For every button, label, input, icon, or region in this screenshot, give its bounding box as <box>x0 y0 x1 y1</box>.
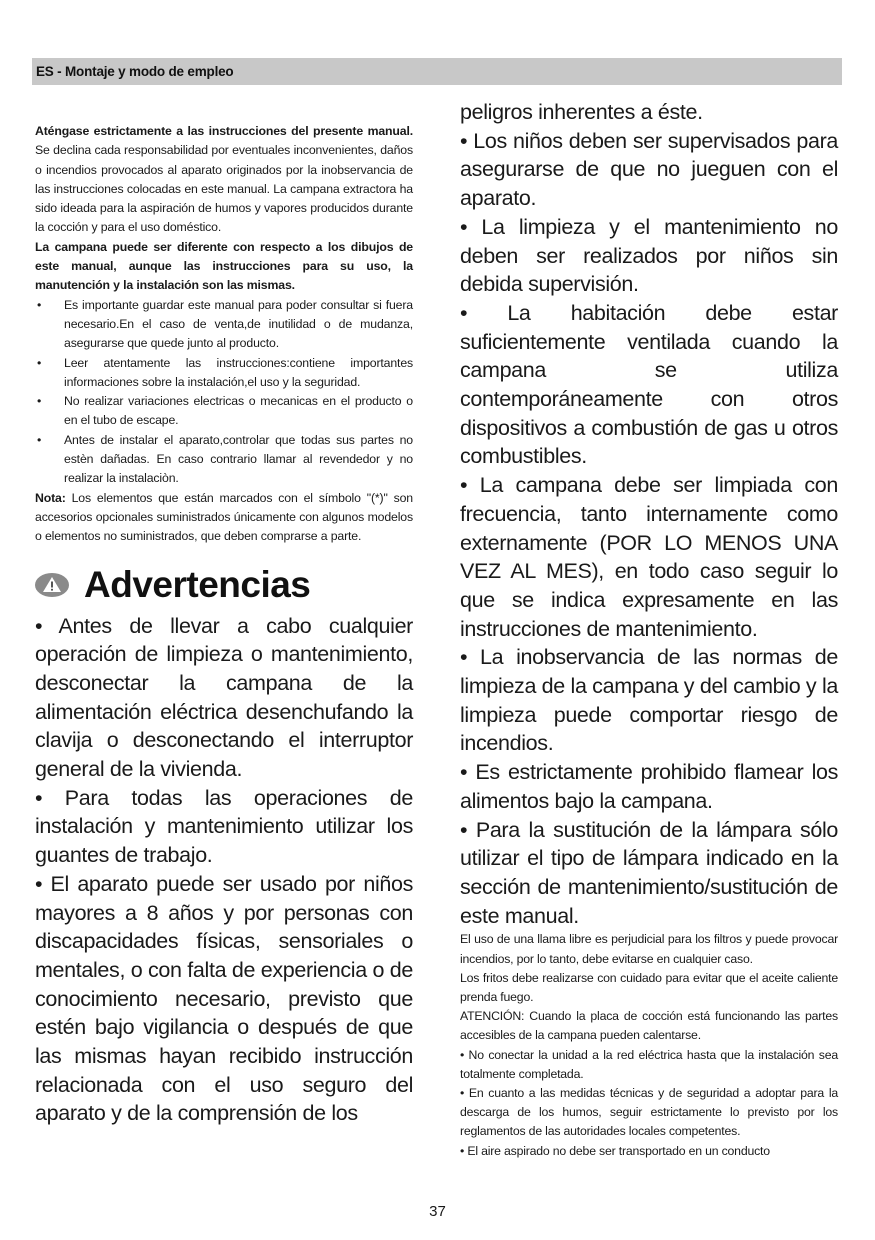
list-item <box>35 354 413 393</box>
warning-paragraph: • La habitación debe estar suficientemente ventilada cuando la campana se utiliza contemporáneamente con otros dispositivos a combustión de gas u otros combustibles. <box>460 300 838 469</box>
warning-paragraph: • Para la sustitución de la lámpara sólo utilizar el tipo de lámpara indicado en la sección de mantenimiento/sustitución de este manual. <box>460 817 838 928</box>
warnings-heading <box>35 560 413 610</box>
note-paragraph: ATENCIÓN: Cuando la placa de cocción está funcionando las partes accesibles de la campana pueden calentarse. <box>460 1009 838 1043</box>
note-paragraph: El uso de una llama libre es perjudicial para los filtros y puede provocar incendios, por lo tanto, debe evitarse en cualquier caso. <box>460 932 838 966</box>
nota-text: Los elementos que están marcados con el símbolo "(*)" son accesorios opcionales suministrados únicamente con algunos modelos o elementos no suministrados, que deben comprarse a parte. <box>35 490 413 544</box>
note-paragraph: Los fritos debe realizarse con cuidado para evitar que el aceite caliente prenda fuego. <box>460 970 838 1004</box>
list-item-text: Es importante guardar este manual para poder consultar si fuera necesario.En el caso de venta,de inutilidad o de mudanza, asegurarse que quede junto al producto. <box>64 297 413 351</box>
list-item-text: No realizar variaciones electricas o mecanicas en el producto o en el tubo de escape. <box>64 394 413 428</box>
note-paragraph: • El aire aspirado no debe ser transportado en un conducto <box>460 1143 770 1158</box>
list-item-text: Antes de instalar el aparato,controlar que todas sus partes no estèn dañadas. En caso contrario llamar al revendedor y no realizar la instalaciòn. <box>64 432 413 486</box>
intro-text: Se declina cada responsabilidad por eventuales inconvenientes, daños o incendios provocados al aparato originados por la inobservancia de las instrucciones colocadas en este manual. La campana extractora ha sido ideada para la aspiración de humos y vapores producidos durante la cocción y para el uso doméstico. <box>35 143 413 235</box>
warning-paragraph: • Es estrictamente prohibido flamear los alimentos bajo la campana. <box>460 760 838 813</box>
bullet-icon: • <box>37 355 42 370</box>
nota-label: Nota: <box>35 490 66 505</box>
note-paragraph: • En cuanto a las medidas técnicas y de seguridad a adoptar para la descarga de los humos, seguir estrictamente lo previsto por los reglamentos de las autoridades locales competentes. <box>460 1086 838 1139</box>
warning-paragraph: • Los niños deben ser supervisados para asegurarse de que no jueguen con el aparato. <box>460 128 838 211</box>
right-column <box>460 98 838 1161</box>
intro-bold: Aténgase estrictamente a las instrucciones del presente manual. <box>35 124 413 138</box>
warning-paragraph: • La campana debe ser limpiada con frecuencia, tanto internamente como externamente (POR LO MENOS UNA VEZ AL MES), en todo caso seguir lo que se indica expresamente en las instrucciones de mantenimiento. <box>460 473 838 641</box>
warning-paragraph: peligros inherentes a éste. <box>460 100 703 124</box>
notice-paragraph <box>35 238 413 296</box>
warning-paragraph: • Para todas las operaciones de instalación y mantenimiento utilizar los guantes de trabajo. <box>35 785 413 868</box>
section-header-bar <box>32 58 842 85</box>
bullet-icon: • <box>37 432 42 447</box>
warning-paragraph: • El aparato puede ser usado por niños mayores a 8 años y por personas con discapacidades físicas, sensoriales o mentales, o con falta de experiencia o de conocimiento necesario, previsto que estén bajo vigilancia o después de que las mismas hayan recibido instrucción relacionada con el uso seguro del aparato y de la comprensión de los <box>35 871 413 1126</box>
list-item <box>35 392 413 431</box>
list-item-text: Leer atentamente las instrucciones:contiene importantes informaciones sobre la instalación,el uso y la seguridad. <box>64 355 413 389</box>
bullet-icon: • <box>37 297 42 312</box>
warning-icon <box>34 572 70 598</box>
page-number: 37 <box>429 1203 446 1220</box>
warnings-title: Advertencias <box>84 563 311 605</box>
warning-paragraph: • La limpieza y el mantenimiento no deben ser realizados por niños sin debida supervisión. <box>460 214 838 297</box>
notice-bold: La campana puede ser diferente con respecto a los dibujos de este manual, aunque las instrucciones para su uso, la manutención y la instalación son las mismas. <box>35 239 413 293</box>
bullet-icon: • <box>37 394 42 409</box>
list-item <box>35 296 413 354</box>
warning-paragraph: • Antes de llevar a cabo cualquier operación de limpieza o mantenimiento, desconectar la campana de la alimentación eléctrica desenchufando la clavija o desconectando el interruptor general de la vivienda. <box>35 613 413 782</box>
note-paragraph: • No conectar la unidad a la red eléctrica hasta que la instalación sea totalmente completada. <box>460 1047 838 1081</box>
left-column <box>35 122 413 1128</box>
nota-paragraph <box>35 489 413 547</box>
section-title: ES - Montaje y modo de empleo <box>36 64 234 79</box>
list-item <box>35 431 413 489</box>
warning-paragraph: • La inobservancia de las normas de limpieza de la campana y del cambio y la limpieza puede comportar riesgo de incendios. <box>460 645 838 756</box>
intro-paragraph <box>35 122 413 238</box>
instruction-list <box>35 296 413 489</box>
